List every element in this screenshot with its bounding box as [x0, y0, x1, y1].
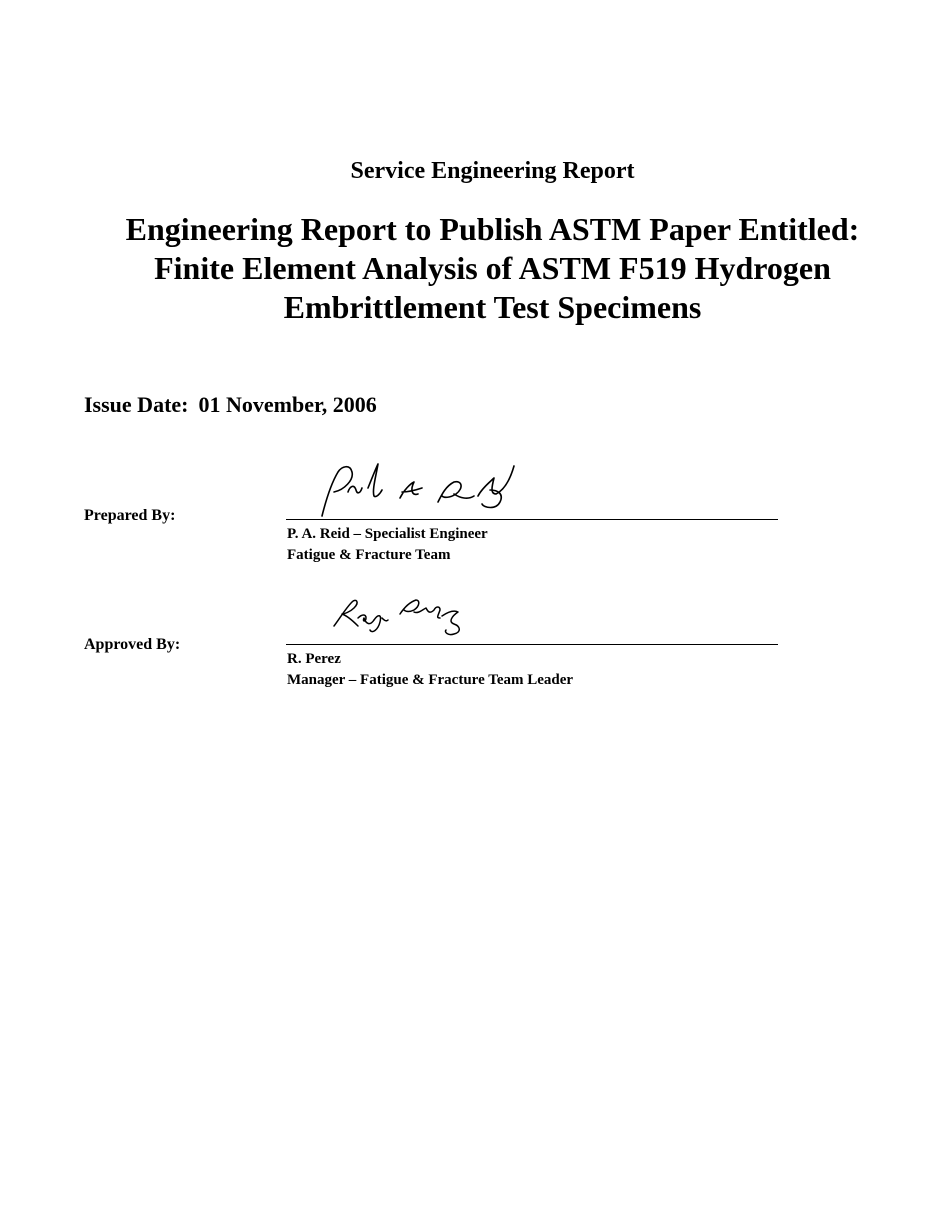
prepared-by-name: P. A. Reid – Specialist Engineer	[287, 526, 488, 542]
prepared-signature-line	[286, 519, 778, 520]
title-line-2: Finite Element Analysis of ASTM F519 Hydrogen	[154, 250, 831, 286]
prepared-by-signer	[287, 524, 488, 566]
issue-date	[84, 391, 377, 419]
report-title	[0, 210, 950, 327]
prepared-by-label: Prepared By:	[84, 507, 176, 524]
issue-date-label: Issue Date:	[84, 392, 189, 417]
title-line-1: Engineering Report to Publish ASTM Paper Entitled:	[125, 211, 860, 247]
approved-by-name: R. Perez	[287, 651, 341, 667]
approved-by-role: Manager – Fatigue & Fracture Team Leader	[287, 672, 574, 688]
approved-by-signature	[330, 596, 470, 638]
prepared-by-signature	[314, 460, 524, 520]
title-line-3: Embrittlement Test Specimens	[283, 289, 702, 325]
report-type-heading: Service Engineering Report	[350, 158, 635, 184]
approved-by-signer	[287, 649, 573, 691]
approved-by-label: Approved By:	[84, 636, 181, 653]
issue-date-value: 01 November, 2006	[198, 392, 377, 417]
approved-signature-line	[286, 644, 778, 645]
prepared-by-team: Fatigue & Fracture Team	[287, 547, 451, 563]
